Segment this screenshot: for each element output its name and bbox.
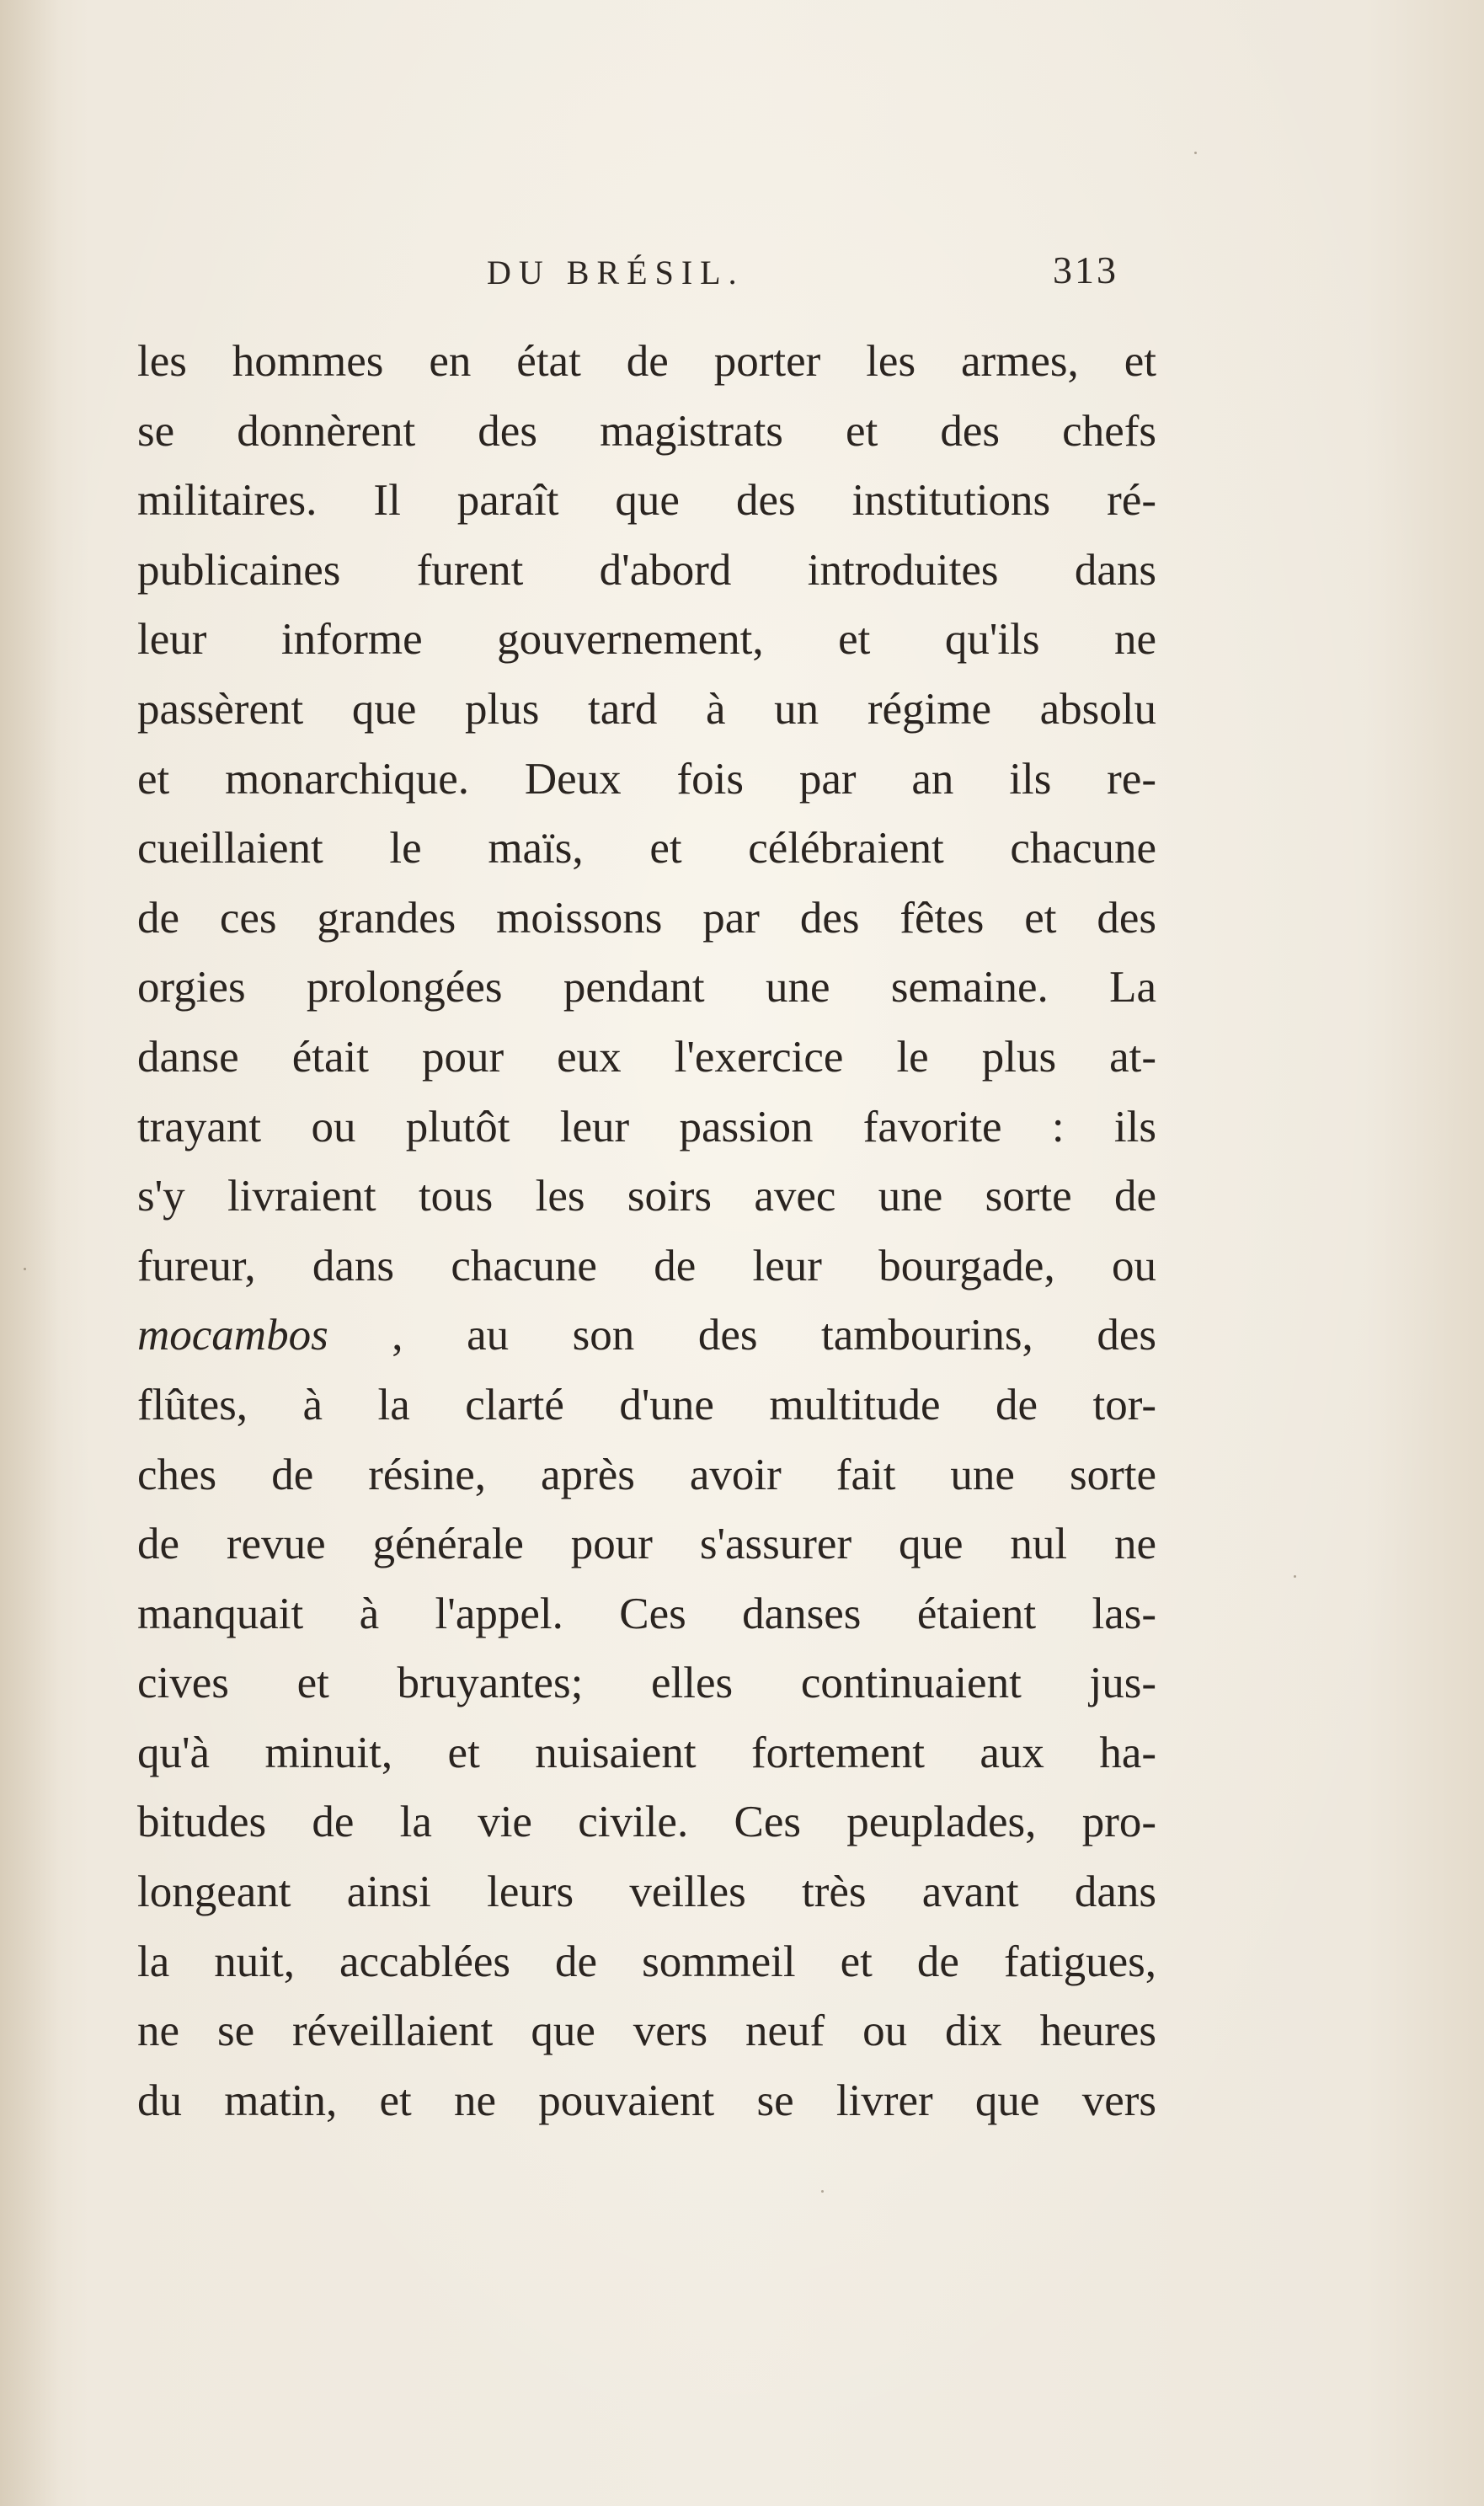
text-line: de ces grandes moissons par des fêtes et des [137,893,1156,943]
page-shadow-edge [0,0,59,2506]
text-line: du matin, et ne pouvaient se livrer que vers [137,2076,1156,2125]
text-line: ne se réveillaient que vers neuf ou dix heures [137,2006,1156,2056]
text-line: fureur, dans chacune de leur bourgade, ou [137,1241,1156,1290]
text-line: leur informe gouvernement, et qu'ils ne [137,615,1156,665]
paper-speck [1194,152,1197,154]
text-line: danse était pour eux l'exercice le plus at- [137,1032,1156,1082]
text-line: militaires. Il paraît que des institutions ré- [137,476,1156,526]
body-text [137,327,1156,2135]
text-line: s'y livraient tous les soirs avec une sorte de [137,1172,1156,1221]
text-line: manquait à l'appel. Ces danses étaient las- [137,1589,1156,1638]
page-number: 313 [1053,248,1118,291]
text-line: ches de résine, après avoir fait une sorte [137,1450,1156,1499]
italic-term: mocambos [137,1311,328,1360]
text-line: cueillaient le maïs, et célébraient chacune [137,824,1156,874]
text-line: se donnèrent des magistrats et des chefs [137,406,1156,456]
text-line: passèrent que plus tard à un régime absolu [137,684,1156,734]
text-line: la nuit, accablées de sommeil et de fatigues, [137,1937,1156,1986]
paper-speck [1294,1575,1296,1578]
text-line: flûtes, à la clarté d'une multitude de tor- [137,1380,1156,1429]
line-remainder: , au son des tambourins, des [328,1311,1156,1360]
text-line: bitudes de la vie civile. Ces peuplades, pro- [137,1798,1156,1847]
text-line-with-italic [137,1301,1156,1371]
paper-speck [821,2190,824,2193]
text-line: cives et bruyantes; elles continuaient jus- [137,1659,1156,1708]
paper-speck [24,1268,26,1270]
running-title: DU BRÉSIL. [487,254,745,291]
text-line: les hommes en état de porter les armes, et [137,337,1156,386]
text-line: publicaines furent d'abord introduites dans [137,545,1156,595]
text-line: longeant ainsi leurs veilles très avant dans [137,1867,1156,1917]
text-line: et monarchique. Deux fois par an ils re- [137,754,1156,804]
text-line: trayant ou plutôt leur passion favorite : ils [137,1102,1156,1151]
text-line: qu'à minuit, et nuisaient fortement aux ha- [137,1728,1156,1777]
text-line: orgies prolongées pendant une semaine. La [137,963,1156,1013]
text-line: de revue générale pour s'assurer que nul ne [137,1520,1156,1569]
